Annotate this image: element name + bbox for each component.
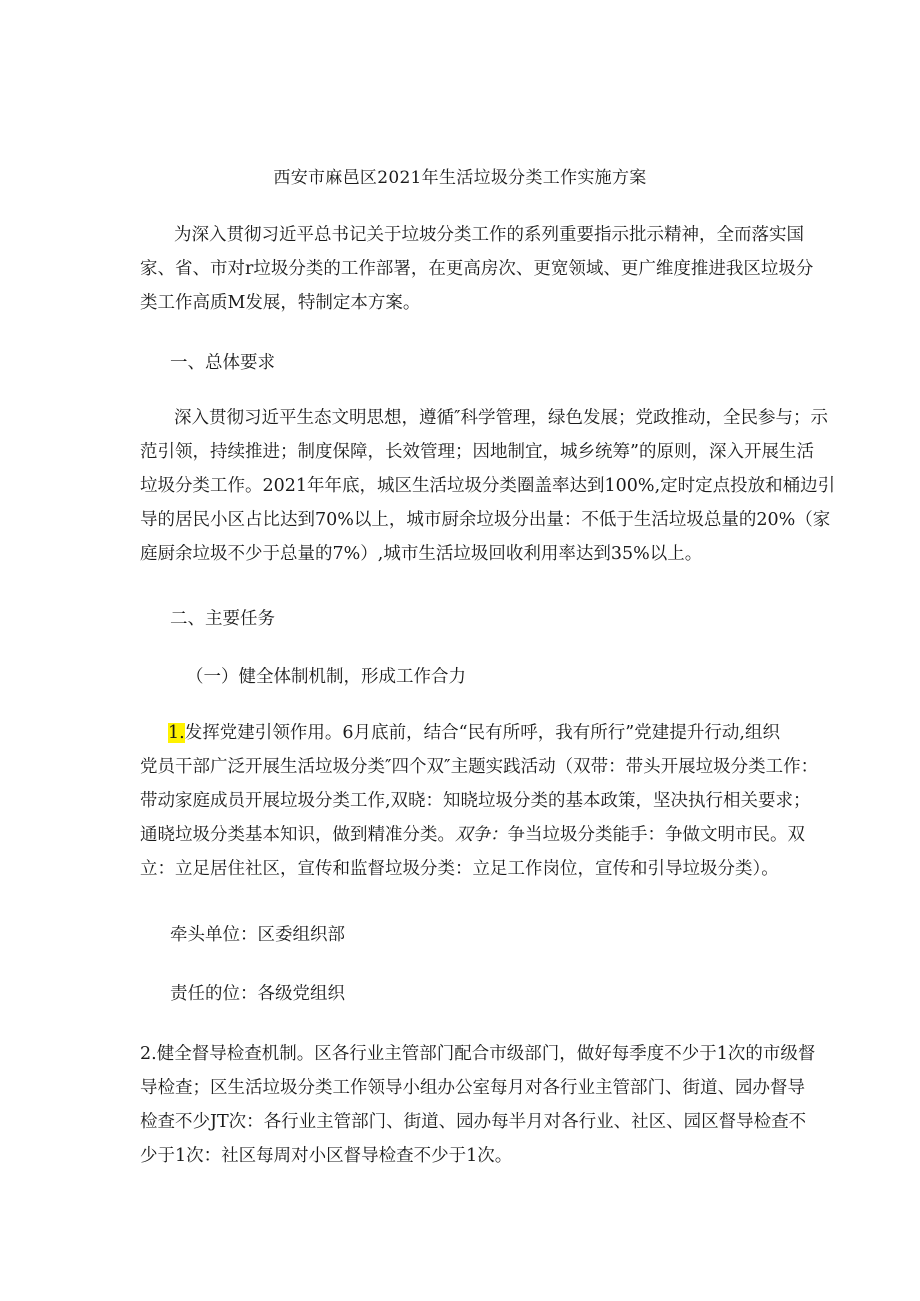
body-line: 庭厨余垃圾不少于总量的7%）,城市生活垃圾回收利用率达到35%以上。 (140, 544, 703, 564)
general-requirements-paragraph (140, 401, 836, 571)
intro-line: 家、省、市对r垃圾分类的工作部署，在更高房次、更宽领域、更广维度推进我区垃圾分 (140, 259, 814, 279)
section-heading-main-tasks: 二、主要任务 (170, 609, 275, 629)
intro-line: 类工作高质M发展，特制定本方案。 (140, 293, 421, 313)
body-line: 范引领，持续推进；制度保障，长效管理；因地制宜，城乡统筹”的原则，深入开展生活 (140, 442, 814, 462)
body-line: 立：立足居住社区，宣传和监督垃圾分类：立足工作岗位，宣传和引导垃圾分类）。 (140, 859, 779, 879)
section-heading-general-requirements: 一、总体要求 (170, 353, 275, 373)
body-line: 导的居民小区占比达到70%以上，城市厨余垃圾分出量：不低于生活垃圾总量的20%（家 (140, 510, 831, 530)
document-title: 西安市麻邑区2021年生活垃圾分类工作实施方案 (273, 168, 647, 188)
body-text: 通晓垃圾分类基本知识，做到精准分类。 (140, 825, 455, 845)
intro-paragraph (140, 218, 814, 320)
italic-text: 双争： (455, 825, 508, 845)
body-line: 党员干部广泛开展生活垃圾分类″四个双″主题实践活动（双带：带头开展垃圾分类工作： (140, 757, 819, 777)
intro-line: 为深入贯彻习近平总书记关于垃坡分类工作的系列重要指示批示精神，全而落实国 (174, 225, 804, 245)
body-line: 垃圾分类工作。2021年年底，城区生活垃圾分类圈盖率达到100%,定时定点投放和桶边引 (140, 476, 836, 496)
lead-unit: 牵头单位：区委组织部 (170, 925, 345, 945)
body-line: 深入贯彻习近平生态文明思想，遵循″科学管理，绿色发展；党政推动，全民参与；示 (174, 408, 829, 428)
body-line: 少于1次：社区每周对小区督导检查不少于1次。 (140, 1146, 513, 1166)
body-text: 发挥党建引领作用。6月底前，结合“民有所呼，我有所行”党建提升行动,组织 (184, 723, 780, 743)
subsection-heading: （一）健全体制机制，形成工作合力 (186, 667, 466, 687)
body-line: 带动家庭成员开展垃圾分类工作,双晓：知晓垃圾分类的基本政策，坚决执行相关要求； (140, 791, 811, 811)
body-line: 2.健全督导检查机制。区各行业主管部门配合市级部门，做好每季度不少于1次的市级督 (140, 1044, 816, 1064)
item-2-paragraph (140, 1037, 816, 1173)
body-text: 争当垃圾分类能手：争做文明市民。双 (507, 825, 805, 845)
body-line: 导检查；区生活垃圾分类工作领导小组办公室每月对各行业主管部门、街道、园办督导 (140, 1078, 805, 1098)
body-line: 检查不少JT次：各行业主管部门、街道、园办每半月对各行业、社区、园区督导检查不 (140, 1112, 807, 1132)
responsible-unit: 责任的位：各级党组织 (170, 984, 345, 1004)
item-1-number-highlight: 1. (168, 723, 185, 743)
item-1-paragraph (140, 716, 819, 886)
